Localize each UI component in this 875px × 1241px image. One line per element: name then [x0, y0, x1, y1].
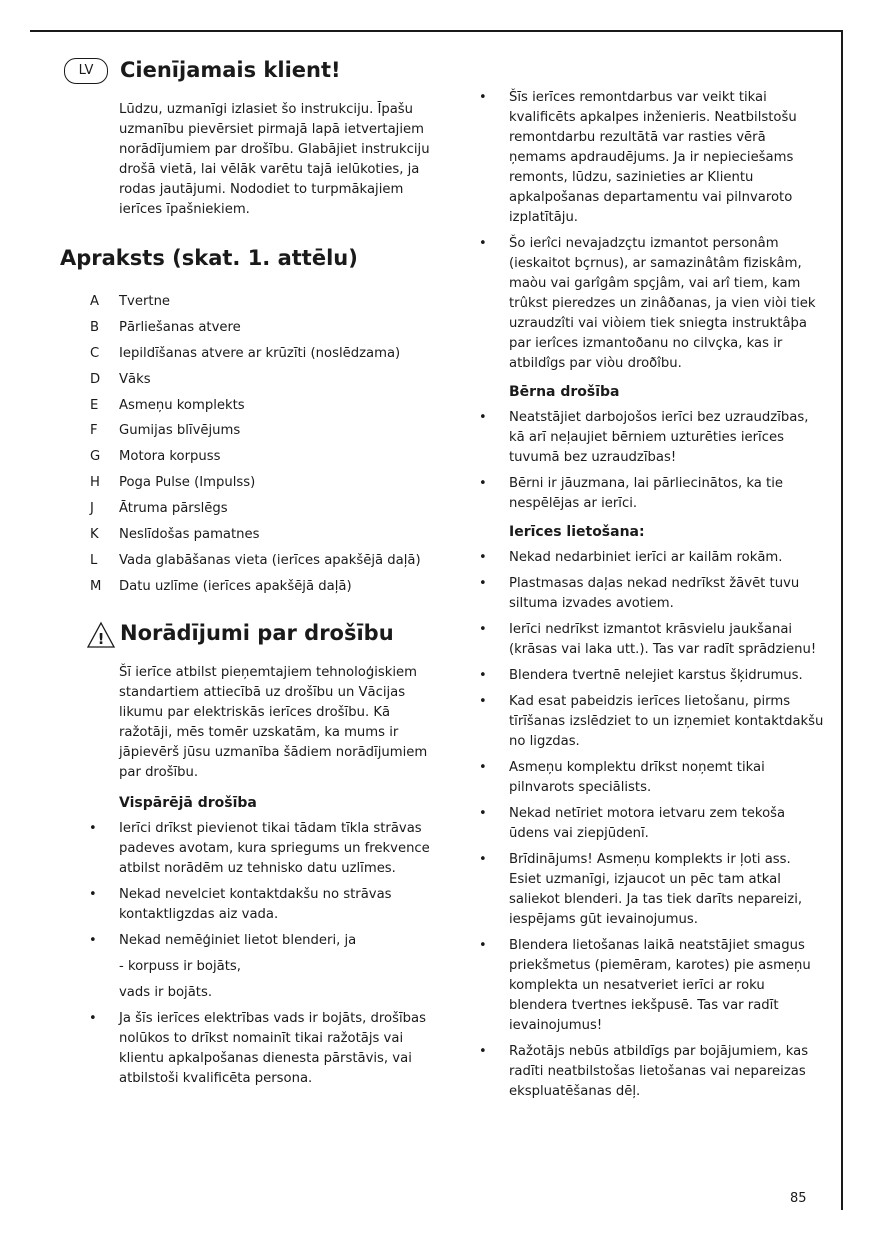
device-usage-title: Ierīces lietošana:	[509, 524, 645, 540]
item-letter: G	[90, 449, 101, 465]
safety-header	[60, 619, 440, 653]
item-text: Gumijas blīvējums	[119, 423, 241, 439]
list-item	[479, 234, 824, 374]
bullet-icon: •	[479, 236, 487, 251]
item-text: Ātruma pārslēgs	[119, 501, 228, 517]
description-item	[60, 577, 440, 603]
list-item	[479, 758, 824, 798]
item-text: Tvertne	[119, 294, 171, 309]
bullet-icon: •	[89, 1010, 97, 1026]
bullet-icon: •	[479, 622, 487, 637]
item-text: Vāks	[119, 371, 151, 387]
item-letter: A	[90, 294, 100, 309]
repair-list	[479, 88, 824, 374]
page-frame-top	[30, 30, 842, 32]
item-text: Asmeņu komplektu drīkst noņemt tikai pilnvarots speciālists.	[509, 760, 765, 795]
item-text: Poga Pulse (Impulss)	[119, 475, 256, 491]
warning-mark: !	[97, 629, 105, 648]
bullet-icon: •	[479, 1044, 487, 1059]
description-item	[60, 396, 440, 422]
item-text: Nekad nedarbiniet ierīci ar kailām rokām.	[509, 550, 783, 565]
item-text: Ierīci nedrīkst izmantot krāsvielu jaukšanai (krāsas vai laka utt.). Tas var radīt sprādzienu!	[509, 622, 817, 657]
item-text: Datu uzlīme (ierīces apakšējā daļā)	[119, 578, 352, 594]
description-item	[60, 499, 440, 525]
description-item	[60, 447, 440, 473]
item-text: Vada glabāšanas vieta (ierīces apakšējā daļā)	[119, 552, 421, 568]
item-letter: B	[90, 319, 100, 335]
item-letter: J	[90, 501, 94, 517]
general-safety-list	[60, 819, 440, 1089]
item-text: Pārliešanas atvere	[119, 319, 241, 335]
greeting-header	[60, 56, 440, 90]
list-item	[479, 936, 824, 1036]
item-letter: M	[90, 578, 102, 594]
item-letter: E	[90, 397, 99, 413]
item-text: Asmeņu komplekts	[119, 397, 245, 413]
list-item	[60, 931, 440, 1003]
list-item	[479, 692, 824, 752]
safety-intro: Šī ierīce atbilst pieņemtajiem tehnoloģiskiem standartiem attiecībā uz drošību un Vācijas likumu par elektriskās ierīces drošību. Kā ražotāji, mēs tomēr uzskatām, ka mums ir jāpievērš jūsu uzmanība šādiem norādījumiem par drošību.	[119, 664, 428, 780]
item-text: Bērni ir jāuzmana, lai pārliecinātos, ka tie nespēlējas ar ierīci.	[509, 476, 784, 511]
description-item	[60, 551, 440, 577]
list-item	[479, 620, 824, 660]
item-text: Šīs ierīces remontdarbus var veikt tikai kvalificēts apkalpes inženieris. Neatbilstošu remontdarbu rezultātā var rasties vērā ņemams apdraudējums. Ja ir nepieciešams remonts, lūdzu, sazinieties ar Klientu apkalpošanas departamentu vai pilnvaroto izplatītāju.	[509, 90, 797, 225]
item-text: Plastmasas daļas nekad nedrīkst žāvēt tuvu siltuma izvades avotiem.	[509, 576, 800, 611]
child-safety-title: Bērna drošība	[509, 384, 620, 400]
item-text: Ražotājs nebūs atbildīgs par bojājumiem, kas radīti neatbilstošas lietošanas vai nepareizas ekspluatēšanas dēļ.	[509, 1044, 809, 1099]
bullet-icon: •	[479, 90, 487, 105]
left-column	[60, 56, 440, 1089]
list-item	[479, 88, 824, 228]
item-text: Neslīdošas pamatnes	[119, 527, 260, 543]
item-text: Ja šīs ierīces elektrības vads ir bojāts, drošības nolūkos to drīkst nomainīt tikai ražotājs vai klientu apkalpošanas dienesta pārstāvis, vai atbilstoši kvalificēta persona.	[119, 1010, 426, 1086]
item-letter: L	[90, 552, 98, 568]
page-number: 85	[790, 1191, 807, 1206]
description-item	[60, 421, 440, 447]
description-item	[60, 473, 440, 499]
bullet-icon: •	[479, 476, 487, 491]
device-usage-list	[479, 548, 824, 1102]
list-item	[60, 819, 440, 879]
list-item	[60, 1009, 440, 1089]
safety-title: Norādījumi par drošību	[120, 620, 394, 645]
item-letter: F	[90, 423, 98, 439]
bullet-icon: •	[89, 820, 97, 836]
bullet-icon: •	[479, 668, 487, 683]
sub-item: vads ir bojāts.	[119, 984, 213, 1000]
general-safety-title: Vispārējā drošība	[119, 794, 257, 811]
bullet-icon: •	[479, 852, 487, 867]
description-item	[60, 292, 440, 318]
item-text: Nekad nemēģiniet lietot blenderi, ja	[119, 932, 357, 948]
greeting-title: Cienījamais klient!	[120, 58, 341, 82]
bullet-icon: •	[89, 886, 97, 902]
item-text: Blendera lietošanas laikā neatstājiet smagus priekšmetus (piemēram, karotes) pie asmeņu komplekta un nesatveriet ierīci ar roku blendera tvertnes iekšpusē. Tas var radīt ievainojumus!	[509, 938, 811, 1033]
language-badge: LV	[64, 58, 108, 84]
bullet-icon: •	[479, 806, 487, 821]
description-item	[60, 318, 440, 344]
right-column	[479, 88, 824, 1102]
description-item	[60, 370, 440, 396]
description-list	[60, 292, 440, 603]
intro-paragraph: Lūdzu, uzmanīgi izlasiet šo instrukciju. Īpašu uzmanību pievērsiet pirmajā lapā ietvertajiem norādījumiem par drošību. Glabājiet instrukciju drošā vietā, lai vēlāk varētu tajā ielūkoties, ja rodas jautājumi. Nododiet to turpmākajiem ierīces īpašniekiem.	[119, 102, 430, 217]
item-letter: D	[90, 371, 101, 387]
item-text: Nekad netīriet motora ietvaru zem tekoša ūdens vai ziepjūdenī.	[509, 806, 786, 841]
bullet-icon: •	[479, 938, 487, 953]
item-text: Motora korpuss	[119, 449, 221, 465]
item-letter: K	[90, 527, 99, 543]
bullet-icon: •	[479, 694, 487, 709]
child-safety-list	[479, 408, 824, 514]
item-text: Ierīci drīkst pievienot tikai tādam tīkla strāvas padeves avotam, kura spriegums un frekvence atbilst norādēm uz tehnisko datu uzlīmes.	[119, 820, 430, 876]
list-item	[60, 885, 440, 925]
list-item	[479, 574, 824, 614]
bullet-icon: •	[89, 932, 97, 948]
item-text: Šo ierîci nevajadzçtu izmantot personâm (ieskaitot bçrnus), ar samazinâtâm fiziskâm, maòu vai garîgâm spçjâm, vai arî tiem, kam trûkst pieredzes un zinâðanas, ja vien viòi tiek uzraudzîti vai viòiem tiek sniegta instruktâþa par ierîces izmantoðanu no cilvçka, kas ir atbildîgs par viòu droðîbu.	[509, 236, 816, 371]
warning-triangle-icon	[86, 621, 116, 649]
list-item	[479, 408, 824, 468]
list-item	[479, 666, 824, 686]
item-text: Blendera tvertnē nelejiet karstus šķidrumus.	[509, 668, 803, 683]
page-frame-right	[841, 30, 843, 1210]
item-text: Kad esat pabeidzis ierīces lietošanu, pirms tīrīšanas izslēdziet to un izņemiet kontaktdakšu no ligzdas.	[509, 694, 824, 749]
description-title: Apraksts (skat. 1. attēlu)	[60, 246, 358, 270]
item-letter: C	[90, 345, 100, 361]
item-text: Neatstājiet darbojošos ierīci bez uzraudzības, kā arī neļaujiet bērniem uzturēties ierīces tuvumā bez uzraudzības!	[509, 410, 809, 465]
list-item	[479, 474, 824, 514]
bullet-icon: •	[479, 410, 487, 425]
item-letter: H	[90, 475, 100, 491]
bullet-icon: •	[479, 760, 487, 775]
bullet-icon: •	[479, 550, 487, 565]
list-item	[479, 1042, 824, 1102]
item-text: Iepildīšanas atvere ar krūzīti (noslēdzama)	[119, 345, 401, 361]
list-item	[479, 548, 824, 568]
bullet-icon: •	[479, 576, 487, 591]
sub-item: - korpuss ir bojāts,	[119, 958, 241, 974]
item-text: Nekad nevelciet kontaktdakšu no strāvas kontaktligzdas aiz vada.	[119, 886, 392, 922]
item-text: Brīdinājums! Asmeņu komplekts ir ļoti ass. Esiet uzmanīgi, izjaucot un pēc tam atkal saliekot blenderi. Ja tas tiek darīts nepareizi, iespējams gūt ievainojumus.	[509, 852, 803, 927]
description-item	[60, 344, 440, 370]
list-item	[479, 804, 824, 844]
list-item	[479, 850, 824, 930]
description-item	[60, 525, 440, 551]
